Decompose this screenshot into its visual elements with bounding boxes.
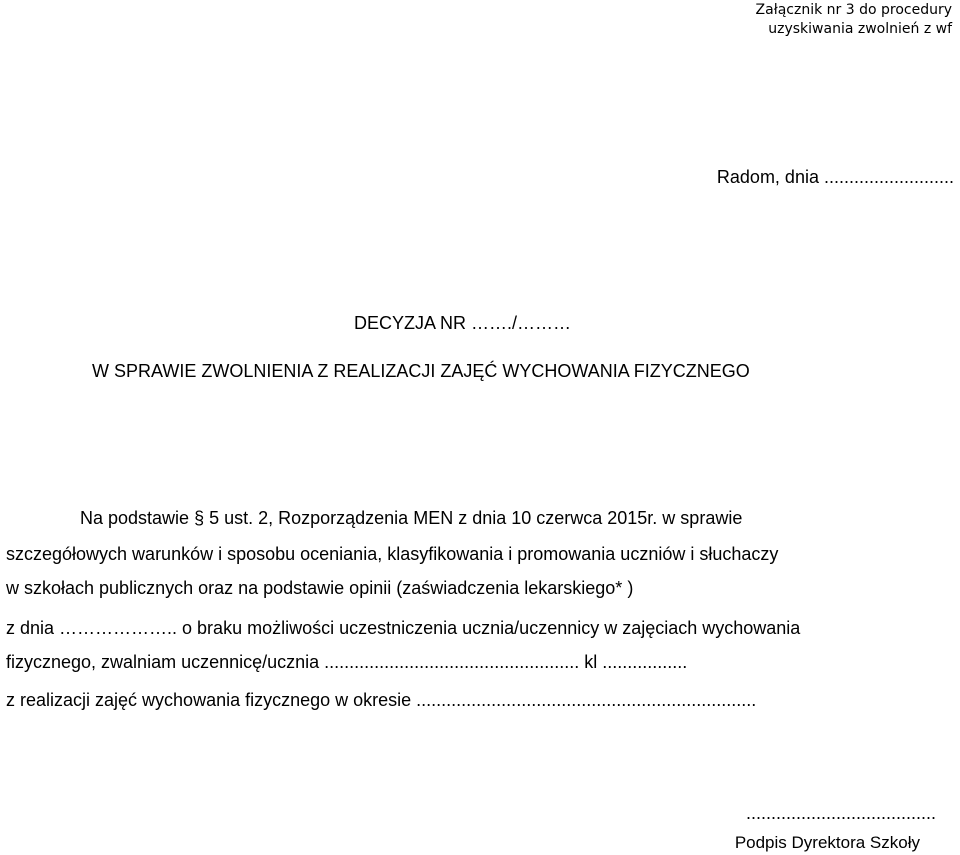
body-text-line-2: szczegółowych warunków i sposobu oceniania, klasyfikowania i promowania uczniów i słuchaczy [6,544,779,564]
body-text-line-6: z realizacji zajęć wychowania fizycznego w okresie .................................................................... [6,690,757,710]
decision-number: DECYZJA NR ……./……… [354,313,572,333]
decision-title: W SPRAWIE ZWOLNIENIA Z REALIZACJI ZAJĘĆ WYCHOWANIA FIZYCZNEGO [92,361,750,381]
body-text-line-5: fizycznego, zwalniam uczennicę/ucznia ................................................... kl ................. [6,652,688,672]
attachment-note-line-2: uzyskiwania zwolnień z wf [768,21,952,37]
signature-label: Podpis Dyrektora Szkoły [734,833,920,852]
place-date: Radom, dnia .......................... [716,167,954,187]
signature-line: ...................................... [745,803,936,823]
body-text-line-4: z dnia ……………….. o braku możliwości uczestniczenia ucznia/uczennicy w zajęciach wychowania [6,618,801,638]
body-text-line-3: w szkołach publicznych oraz na podstawie opinii (zaświadczenia lekarskiego* ) [6,578,634,598]
body-text-line-1: Na podstawie § 5 ust. 2, Rozporządzenia MEN z dnia 10 czerwca 2015r. w sprawie [80,508,743,528]
attachment-note-line-1: Załącznik nr 3 do procedury [755,2,952,18]
